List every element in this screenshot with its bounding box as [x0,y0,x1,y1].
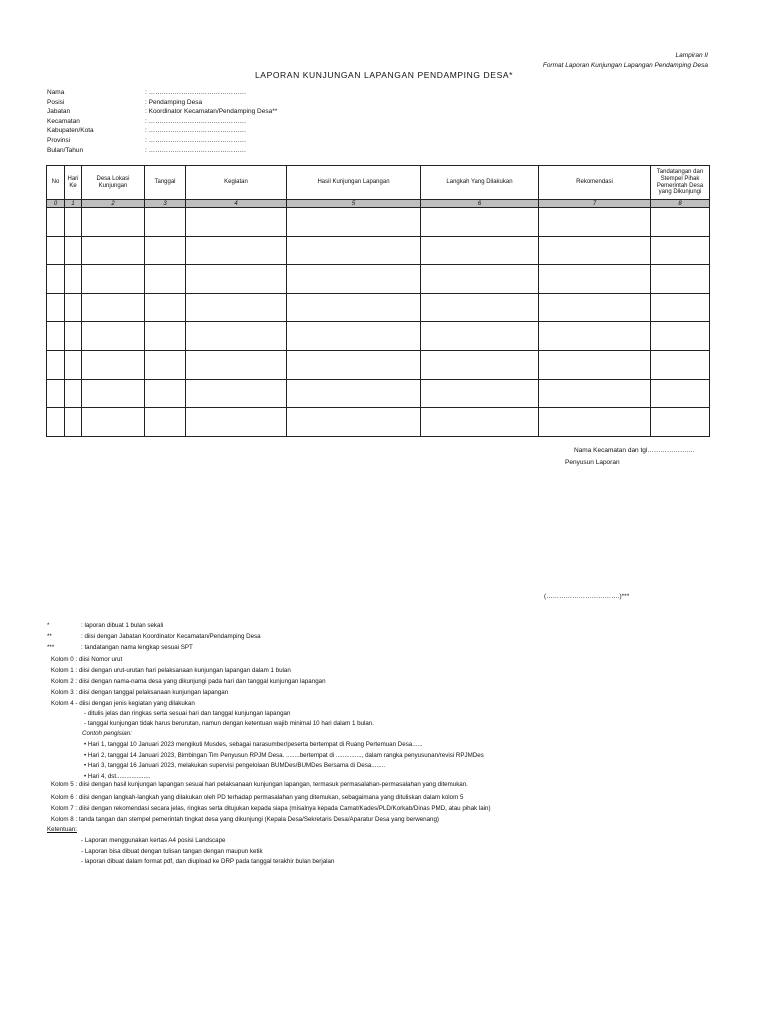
table-cell[interactable] [65,408,82,437]
table-cell[interactable] [145,293,186,322]
field-value[interactable]: : ……………………………………… [145,146,247,154]
table-cell[interactable] [651,322,710,351]
table-cell[interactable] [82,208,145,237]
table-cell[interactable] [82,322,145,351]
field-label: Posisi [47,98,65,106]
note-kolom4: Kolom 4 - diisi dengan jenis kegiatan yang dilakukan [51,700,195,707]
table-cell[interactable] [145,322,186,351]
table-cell[interactable] [82,408,145,437]
table-cell[interactable] [186,265,287,294]
table-cell[interactable] [421,322,539,351]
field-value[interactable]: : ……………………………………… [145,137,247,144]
table-cell[interactable] [651,208,710,237]
note-kolom6: Kolom 6 : diisi dengan langkah-langkah yang dilakukan oleh PD terhadap permasalahan yang ditemukan, sebagaimana yang dituliskan dalam kolom 5 [51,794,464,801]
column-header: Kegiatan [186,166,287,200]
table-cell[interactable] [651,350,710,379]
attachment-label: Lampiran II [675,52,708,59]
table-cell[interactable] [186,293,287,322]
table-cell[interactable] [47,408,65,437]
table-cell[interactable] [47,236,65,265]
table-body [47,208,710,437]
table-cell[interactable] [287,350,421,379]
example-item: • Hari 4, dst.................... [84,772,151,780]
legend-mark: * [47,622,50,629]
table-cell[interactable] [65,350,82,379]
table-row [47,208,710,237]
table-row [47,379,710,408]
signature-place-date: Nama Kecamatan dan tgl…………………. [574,447,695,454]
table-cell[interactable] [539,350,651,379]
legend-text: : diisi dengan Jabatan Koordinator Kecamatan/Pendamping Desa [81,633,261,640]
table-row [47,350,710,379]
table-row [47,293,710,322]
note-kolom1: Kolom 1 : diisi dengan urut-urutan hari pelaksanaan kunjungan lapangan dalam 1 bulan [51,667,291,674]
column-header: No [47,166,65,200]
table-cell[interactable] [186,236,287,265]
note-kolom0: Kolom 0 : diisi Nomor urut [51,656,123,663]
table-cell[interactable] [145,350,186,379]
table-cell[interactable] [65,208,82,237]
table-cell[interactable] [539,408,651,437]
table-cell[interactable] [287,322,421,351]
provision-item: - Laporan bisa dibuat dengan tulisan tangan dengan maupun ketik [81,847,263,855]
table-cell[interactable] [287,379,421,408]
field-value[interactable]: : Koordinator Kecamatan/Pendamping Desa** [145,108,278,116]
table-cell[interactable] [539,322,651,351]
page-title: LAPORAN KUNJUNGAN LAPANGAN PENDAMPING DESA* [254,70,514,80]
table-cell[interactable] [47,379,65,408]
table-cell[interactable] [539,208,651,237]
note-kolom7: Kolom 7 : diisi dengan rekomendasi secara jelas, ringkas serta ditujukan kepada siapa (misalnya kepada Camat/Kades/PLD/Korkab/Dinas PMD, atau pihak lain) [51,805,491,812]
example-item: • Hari 3, tanggal 16 Januari 2023, melakukan supervisi pengelolaan BUMDes/BUMDes Bersama di Desa........ [84,762,386,769]
provision-item: - Laporan menggunakan kertas A4 posisi Landscape [81,837,226,844]
column-number: 3 [145,200,186,208]
legend-mark: *** [47,644,55,651]
column-number: 4 [186,200,287,208]
signature-role: Penyusun Laporan [565,459,620,466]
table-cell[interactable] [186,350,287,379]
table-cell[interactable] [82,350,145,379]
field-label: Provinsi [47,137,71,144]
table-cell[interactable] [421,379,539,408]
table-header-row [47,166,710,200]
example-heading: Contoh pengisian: [82,730,132,737]
report-table [46,165,710,437]
table-cell[interactable] [287,208,421,237]
column-number: 5 [287,200,421,208]
format-label: Format Laporan Kunjungan Lapangan Pendamping Desa [542,62,708,69]
table-cell[interactable] [47,322,65,351]
table-cell[interactable] [186,379,287,408]
column-number: 0 [47,200,65,208]
note-kolom3: Kolom 3 : diisi dengan tanggal pelaksanaan kunjungan lapangan [51,689,229,696]
table-row [47,265,710,294]
provision-item: - laporan dibuat dalam format pdf, dan diupload ke DRP pada tanggal terakhir bulan berjalan [81,858,335,865]
note-kolom2: Kolom 2 : diisi dengan nama-nama desa yang dikunjungi pada hari dan tanggal kunjungan lapangan [51,678,326,685]
column-number: 1 [65,200,82,208]
table-cell[interactable] [47,265,65,294]
table-cell[interactable] [65,265,82,294]
legend-text: : laporan dibuat 1 bulan sekali [81,622,164,629]
table-cell[interactable] [421,236,539,265]
table-cell[interactable] [145,379,186,408]
table-cell[interactable] [82,236,145,265]
field-value[interactable]: : ……………………………………… [145,117,247,125]
table-cell[interactable] [47,208,65,237]
table-cell[interactable] [65,379,82,408]
table-cell[interactable] [145,408,186,437]
column-header: Tanggal [145,166,186,200]
signature-name: (…………………………….)*** [544,593,630,600]
column-header: Desa Lokasi Kunjungan [82,166,145,200]
table-cell[interactable] [186,408,287,437]
table-cell[interactable] [421,350,539,379]
legend-text: : tandatangan nama lengkap sesuai SPT [81,644,193,651]
table-cell[interactable] [651,236,710,265]
column-number: 8 [651,200,710,208]
note-kolom4-bullet1: - ditulis jelas dan ringkas serta sesuai hari dan tanggal kunjungan lapangan [84,710,291,717]
table-number-row [47,200,710,208]
column-number: 7 [539,200,651,208]
table-cell[interactable] [145,265,186,294]
table-cell[interactable] [186,322,287,351]
field-label: Kecamatan [47,117,80,125]
table-cell[interactable] [65,236,82,265]
field-value[interactable]: : ……………………………………… [145,127,247,135]
table-row [47,236,710,265]
column-number: 2 [82,200,145,208]
table-cell[interactable] [287,265,421,294]
table-cell[interactable] [287,293,421,322]
column-header: Hari Ke [65,166,82,200]
note-kolom4-bullet2: - tanggal kunjungan tidak harus berurutan, namun dengan ketentuan wajib minimal 10 hari dalam 1 bulan. [84,720,374,727]
field-value[interactable]: : ……………………………………… [145,89,247,96]
table-cell[interactable] [651,265,710,294]
table-cell[interactable] [651,379,710,408]
table-cell[interactable] [421,265,539,294]
table-cell[interactable] [47,293,65,322]
table-cell[interactable] [145,236,186,265]
table-cell[interactable] [145,208,186,237]
field-value[interactable]: : Pendamping Desa [145,98,203,106]
table-cell[interactable] [47,350,65,379]
table-cell[interactable] [82,379,145,408]
table-row [47,322,710,351]
table-cell[interactable] [186,208,287,237]
table-cell[interactable] [539,293,651,322]
table-cell[interactable] [82,265,145,294]
table-cell[interactable] [82,293,145,322]
table-cell[interactable] [539,265,651,294]
column-header: Tandatangan dan Stempel Pihak Pemerintah Desa yang Dikunjungi [651,166,710,200]
table-cell[interactable] [287,236,421,265]
table-cell[interactable] [421,293,539,322]
table-cell[interactable] [651,293,710,322]
table-cell[interactable] [65,322,82,351]
table-cell[interactable] [421,408,539,437]
table-cell[interactable] [421,208,539,237]
table-cell[interactable] [539,379,651,408]
table-row [47,408,710,437]
column-header: Rekomendasi [539,166,651,200]
field-label: Bulan/Tahun [47,146,84,154]
table-cell[interactable] [287,408,421,437]
note-kolom5: Kolom 5 : diisi dengan hasil kunjungan lapangan sesuai hari pelaksanaan kunjungan lapangan, termasuk permasalahan-permasalahan yang ditemukan. [51,781,468,788]
table-cell[interactable] [65,293,82,322]
column-number: 6 [421,200,539,208]
legend-mark: ** [47,633,52,640]
note-kolom8: Kolom 8 : tanda tangan dan stempel pemerintah tingkat desa yang dikunjungi (Kepala Desa/Sekretaris Desa/Aparatur Desa yang berwenang) [51,816,439,823]
example-item: • Hari 2, tanggal 14 Januari 2023, Bimbingan Tim Penyusun RPJM Desa. ........bertempat di ..............., dalam rangka penyusunan/revisi RPJMDes [84,751,484,759]
provisions-heading: Ketentuan: [47,826,77,833]
table-cell[interactable] [651,408,710,437]
field-label: Jabatan [47,108,71,116]
column-header: Langkah Yang Dilakukan [421,166,539,200]
example-item: • Hari 1, tanggal 10 Januari 2023 mengikuti Musdes, sebagai narasumber/peserta bertempat di Ruang Pertemuan Desa...... [84,741,423,748]
field-label: Kabupaten/Kota [47,127,94,135]
column-header: Hasil Kunjungan Lapangan [287,166,421,200]
field-label: Nama [47,89,65,96]
table-cell[interactable] [539,236,651,265]
